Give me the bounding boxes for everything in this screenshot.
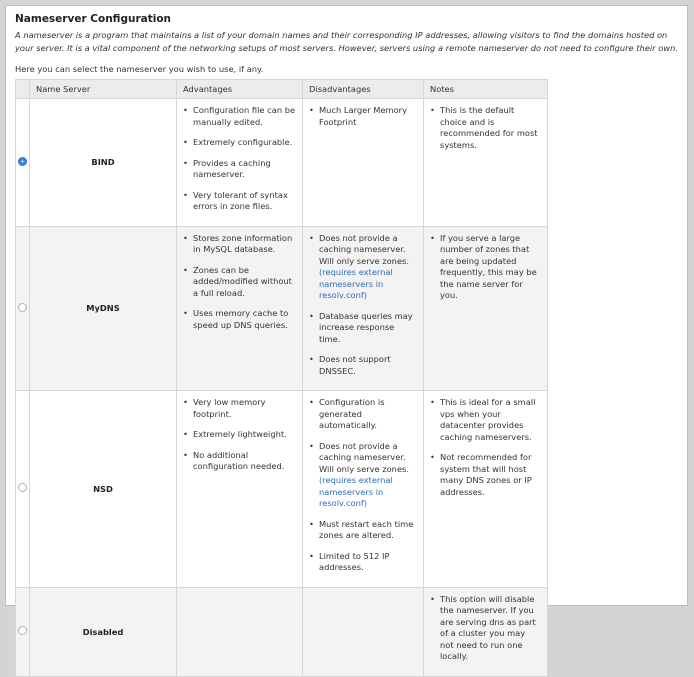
list-item bbox=[193, 429, 296, 441]
list-item bbox=[440, 594, 541, 663]
radio-bind[interactable] bbox=[18, 157, 27, 166]
list-item bbox=[319, 397, 417, 432]
table-row bbox=[16, 99, 548, 227]
list-item bbox=[193, 137, 296, 149]
disadvantages-cell bbox=[303, 226, 424, 391]
table-header bbox=[16, 80, 548, 99]
notes-cell bbox=[424, 99, 548, 227]
list-item bbox=[193, 233, 296, 256]
item-text: This is the default choice and is recommended for most systems. bbox=[440, 105, 538, 150]
list-item bbox=[319, 519, 417, 542]
list-item bbox=[193, 190, 296, 213]
item-text: Does not provide a caching nameserver. Will only serve zones. bbox=[319, 440, 410, 474]
list-item bbox=[440, 105, 541, 151]
item-text: This is ideal for a small vps when your datacenter provides caching nameservers. bbox=[440, 397, 536, 442]
list-item bbox=[319, 551, 417, 574]
item-text: This option will disable the nameserver. If you are serving dns as part of a cluster you may not need to run one locally. bbox=[440, 593, 536, 661]
list-item bbox=[193, 450, 296, 473]
item-text: Database queries may increase response time. bbox=[319, 310, 413, 344]
disadvantages-cell bbox=[303, 391, 424, 588]
nameserver-name[interactable]: BIND bbox=[30, 99, 177, 227]
page-title: Nameserver Configuration bbox=[15, 13, 172, 25]
item-text: Limited to 512 IP addresses. bbox=[319, 550, 390, 572]
list-item bbox=[440, 397, 541, 443]
list-item bbox=[319, 311, 417, 346]
table-row bbox=[16, 391, 548, 588]
notes-cell bbox=[424, 587, 548, 676]
list-item bbox=[440, 233, 541, 302]
column-header: Disadvantages bbox=[303, 80, 424, 99]
table-row bbox=[16, 226, 548, 391]
list-item bbox=[193, 105, 296, 128]
item-text: Must restart each time zones are altered. bbox=[319, 518, 414, 540]
radio-mydns[interactable] bbox=[18, 303, 27, 312]
item-text: Stores zone information in MySQL database. bbox=[193, 232, 293, 254]
item-text: Very tolerant of syntax errors in zone files. bbox=[193, 189, 288, 211]
list-item bbox=[319, 105, 417, 128]
nameserver-table bbox=[15, 79, 548, 677]
item-text: No additional configuration needed. bbox=[193, 449, 285, 471]
column-header: Name Server bbox=[30, 80, 177, 99]
item-text: Configuration is generated automatically. bbox=[319, 397, 385, 430]
disadvantages-cell bbox=[303, 99, 424, 227]
item-text: Zones can be added/modified without a full reload. bbox=[193, 264, 292, 298]
nameserver-name[interactable]: NSD bbox=[30, 391, 177, 588]
item-text: Extremely configurable. bbox=[193, 137, 293, 147]
item-text: Much Larger Memory Footprint bbox=[319, 105, 408, 127]
advantages-cell bbox=[177, 226, 303, 391]
radio-disabled[interactable] bbox=[18, 626, 27, 635]
advantages-cell bbox=[177, 587, 303, 676]
item-text: Provides a caching nameserver. bbox=[193, 157, 271, 179]
item-text: Very low memory footprint. bbox=[193, 397, 266, 419]
nameserver-name[interactable]: Disabled bbox=[30, 587, 177, 676]
list-item bbox=[193, 397, 296, 420]
list-item bbox=[319, 233, 417, 302]
column-header: Advantages bbox=[177, 80, 303, 99]
list-item bbox=[319, 354, 417, 377]
disadvantages-cell bbox=[303, 587, 424, 676]
list-item bbox=[193, 265, 296, 300]
resolv-conf-link[interactable]: (requires external nameservers in resolv.conf) bbox=[319, 267, 393, 300]
list-item bbox=[193, 158, 296, 181]
description: A nameserver is a program that maintains a list of your domain names and their corresponding IP addresses, allowing visitors to find the domains hosted on your server. It is a vital component of the networking setups of most servers. However, servers using a remote nameserver do not need to configure their own. bbox=[15, 30, 678, 53]
nameserver-name[interactable]: MyDNS bbox=[30, 226, 177, 391]
item-text: Extremely lightweight. bbox=[193, 429, 287, 439]
item-text: Does not provide a caching nameserver. Will only serve zones. bbox=[319, 232, 410, 266]
list-item bbox=[193, 308, 296, 331]
advantages-cell bbox=[177, 99, 303, 227]
item-text: Uses memory cache to speed up DNS queries. bbox=[193, 308, 289, 330]
notes-cell bbox=[424, 226, 548, 391]
item-text: Not recommended for system that will host many DNS zones or IP addresses. bbox=[440, 452, 532, 497]
radio-nsd[interactable] bbox=[18, 483, 27, 492]
item-text: If you serve a large number of zones that are being updated frequently, this may be the name server for you. bbox=[440, 232, 537, 300]
intro-text: Here you can select the nameserver you wish to use, if any. bbox=[15, 64, 264, 74]
list-item bbox=[319, 441, 417, 510]
column-header: Notes bbox=[424, 80, 548, 99]
resolv-conf-link[interactable]: (requires external nameservers in resolv.conf) bbox=[319, 475, 393, 508]
item-text: Configuration file can be manually edited. bbox=[193, 105, 296, 127]
list-item bbox=[440, 452, 541, 498]
table-row bbox=[16, 587, 548, 676]
notes-cell bbox=[424, 391, 548, 588]
nameserver-panel bbox=[5, 5, 688, 661]
advantages-cell bbox=[177, 391, 303, 588]
item-text: Does not support DNSSEC. bbox=[319, 354, 391, 376]
